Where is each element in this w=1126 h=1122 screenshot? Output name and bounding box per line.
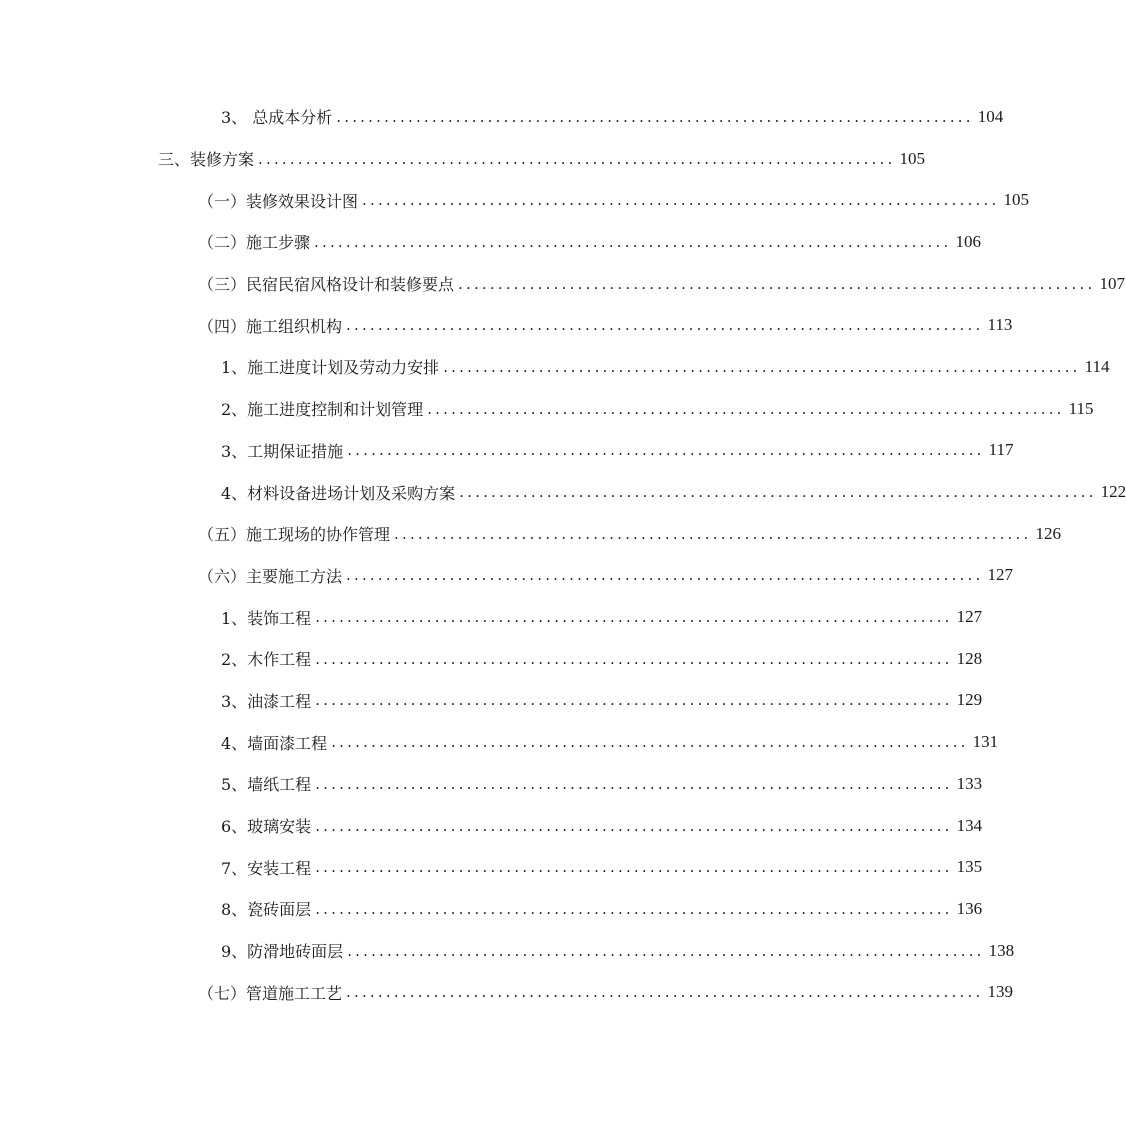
toc-entry-label: 6、玻璃安装 xyxy=(221,817,312,837)
toc-entry-page: 127 xyxy=(987,565,1013,585)
toc-entry-label: 1、施工进度计划及劳动力安排 xyxy=(221,358,440,378)
toc-entry-page: 104 xyxy=(977,106,1004,126)
toc-entry-page: 133 xyxy=(956,773,983,793)
toc-entry-page: 105 xyxy=(899,148,925,168)
toc-entry-page: 122 xyxy=(1100,482,1126,502)
toc-entry[interactable] xyxy=(0,763,983,805)
dot-leader: ................................................................................ xyxy=(315,816,953,835)
toc-entry[interactable] xyxy=(0,346,1110,388)
toc-entry-label: （五）施工现场的协作管理 xyxy=(198,525,391,545)
toc-entry-label: （二）施工步骤 xyxy=(198,233,311,253)
dot-leader: ................................................................................ xyxy=(459,483,1097,502)
dot-leader: ................................................................................ xyxy=(443,357,1081,376)
toc-entry-label: 4、材料设备进场计划及采购方案 xyxy=(221,483,456,503)
toc-entry-page: 138 xyxy=(988,940,1015,960)
toc-entry[interactable] xyxy=(0,555,1013,597)
toc-entry-page: 128 xyxy=(956,648,983,668)
toc-entry-label: 1、装饰工程 xyxy=(221,608,312,628)
toc-entry-label: （七）管道施工工艺 xyxy=(198,983,343,1003)
dot-leader: ................................................................................ xyxy=(394,524,1032,543)
toc-entry[interactable] xyxy=(0,638,983,680)
dot-leader: ................................................................................ xyxy=(315,899,953,918)
toc-entry-label: 5、墙纸工程 xyxy=(221,775,312,795)
toc-entry[interactable] xyxy=(0,430,1014,472)
toc-entry[interactable] xyxy=(0,388,1094,430)
toc-entry-label: 2、施工进度控制和计划管理 xyxy=(221,400,424,420)
toc-entry[interactable] xyxy=(0,221,981,263)
toc-entry-page: 135 xyxy=(956,857,983,877)
dot-leader: ................................................................................ xyxy=(258,149,896,168)
dot-leader: ................................................................................ xyxy=(427,399,1065,418)
toc-entry-label: 8、瓷砖面层 xyxy=(221,900,312,920)
toc-entry[interactable] xyxy=(0,930,1015,972)
toc-entry-label: （三）民宿民宿风格设计和装修要点 xyxy=(198,275,455,295)
toc-entry[interactable] xyxy=(0,96,1004,138)
toc-entry[interactable] xyxy=(0,596,983,638)
dot-leader: ................................................................................ xyxy=(458,274,1096,293)
toc-entry[interactable] xyxy=(0,513,1061,555)
toc-entry-label: 3、工期保证措施 xyxy=(221,441,344,461)
toc-entry-label: 三、装修方案 xyxy=(158,150,255,170)
dot-leader: ................................................................................ xyxy=(362,191,1000,210)
dot-leader: ................................................................................ xyxy=(346,316,984,335)
toc-entry[interactable] xyxy=(0,138,925,180)
dot-leader: ................................................................................ xyxy=(347,941,985,960)
dot-leader: ................................................................................ xyxy=(347,441,985,460)
toc-entry[interactable] xyxy=(0,971,1013,1013)
dot-leader: ................................................................................ xyxy=(315,774,953,793)
toc-entry-page: 115 xyxy=(1068,398,1094,418)
toc-entry-label: （一）装修效果设计图 xyxy=(198,191,359,211)
toc-entry[interactable] xyxy=(0,721,999,763)
dot-leader: ................................................................................ xyxy=(331,733,969,752)
toc-entry-page: 117 xyxy=(988,440,1014,460)
toc-entry-page: 113 xyxy=(987,315,1013,335)
table-of-contents xyxy=(0,96,1126,1013)
toc-entry-page: 114 xyxy=(1084,356,1110,376)
toc-entry-page: 136 xyxy=(956,898,983,918)
dot-leader: ................................................................................ xyxy=(315,691,953,710)
toc-entry[interactable] xyxy=(0,304,1013,346)
toc-entry-label: 4、墙面漆工程 xyxy=(221,733,328,753)
toc-entry-page: 126 xyxy=(1035,523,1061,543)
dot-leader: ................................................................................ xyxy=(336,107,974,126)
toc-entry-page: 127 xyxy=(956,607,983,627)
toc-entry[interactable] xyxy=(0,888,983,930)
toc-entry-label: 3、油漆工程 xyxy=(221,691,312,711)
toc-entry-page: 139 xyxy=(987,982,1013,1002)
toc-entry-page: 105 xyxy=(1003,190,1029,210)
toc-entry-page: 131 xyxy=(972,732,999,752)
dot-leader: ................................................................................ xyxy=(315,858,953,877)
toc-entry-page: 107 xyxy=(1099,273,1125,293)
toc-entry[interactable] xyxy=(0,805,983,847)
toc-entry-label: 9、防滑地砖面层 xyxy=(221,942,344,962)
toc-entry-label: （四）施工组织机构 xyxy=(198,316,343,336)
dot-leader: ................................................................................ xyxy=(346,983,984,1002)
dot-leader: ................................................................................ xyxy=(315,649,953,668)
toc-entry-label: （六）主要施工方法 xyxy=(198,566,343,586)
toc-entry-label: 2、木作工程 xyxy=(221,650,312,670)
toc-entry-label: 7、安装工程 xyxy=(221,858,312,878)
toc-entry[interactable] xyxy=(0,179,1029,221)
toc-entry-label: 3、 总成本分析 xyxy=(221,108,333,128)
dot-leader: ................................................................................ xyxy=(315,608,953,627)
dot-leader: ................................................................................ xyxy=(314,232,952,251)
dot-leader: ................................................................................ xyxy=(346,566,984,585)
toc-entry[interactable] xyxy=(0,846,983,888)
toc-entry[interactable] xyxy=(0,471,1126,513)
toc-entry[interactable] xyxy=(0,263,1125,305)
toc-entry-page: 106 xyxy=(955,231,981,251)
toc-entry[interactable] xyxy=(0,680,983,722)
toc-entry-page: 129 xyxy=(956,690,983,710)
toc-entry-page: 134 xyxy=(956,815,983,835)
